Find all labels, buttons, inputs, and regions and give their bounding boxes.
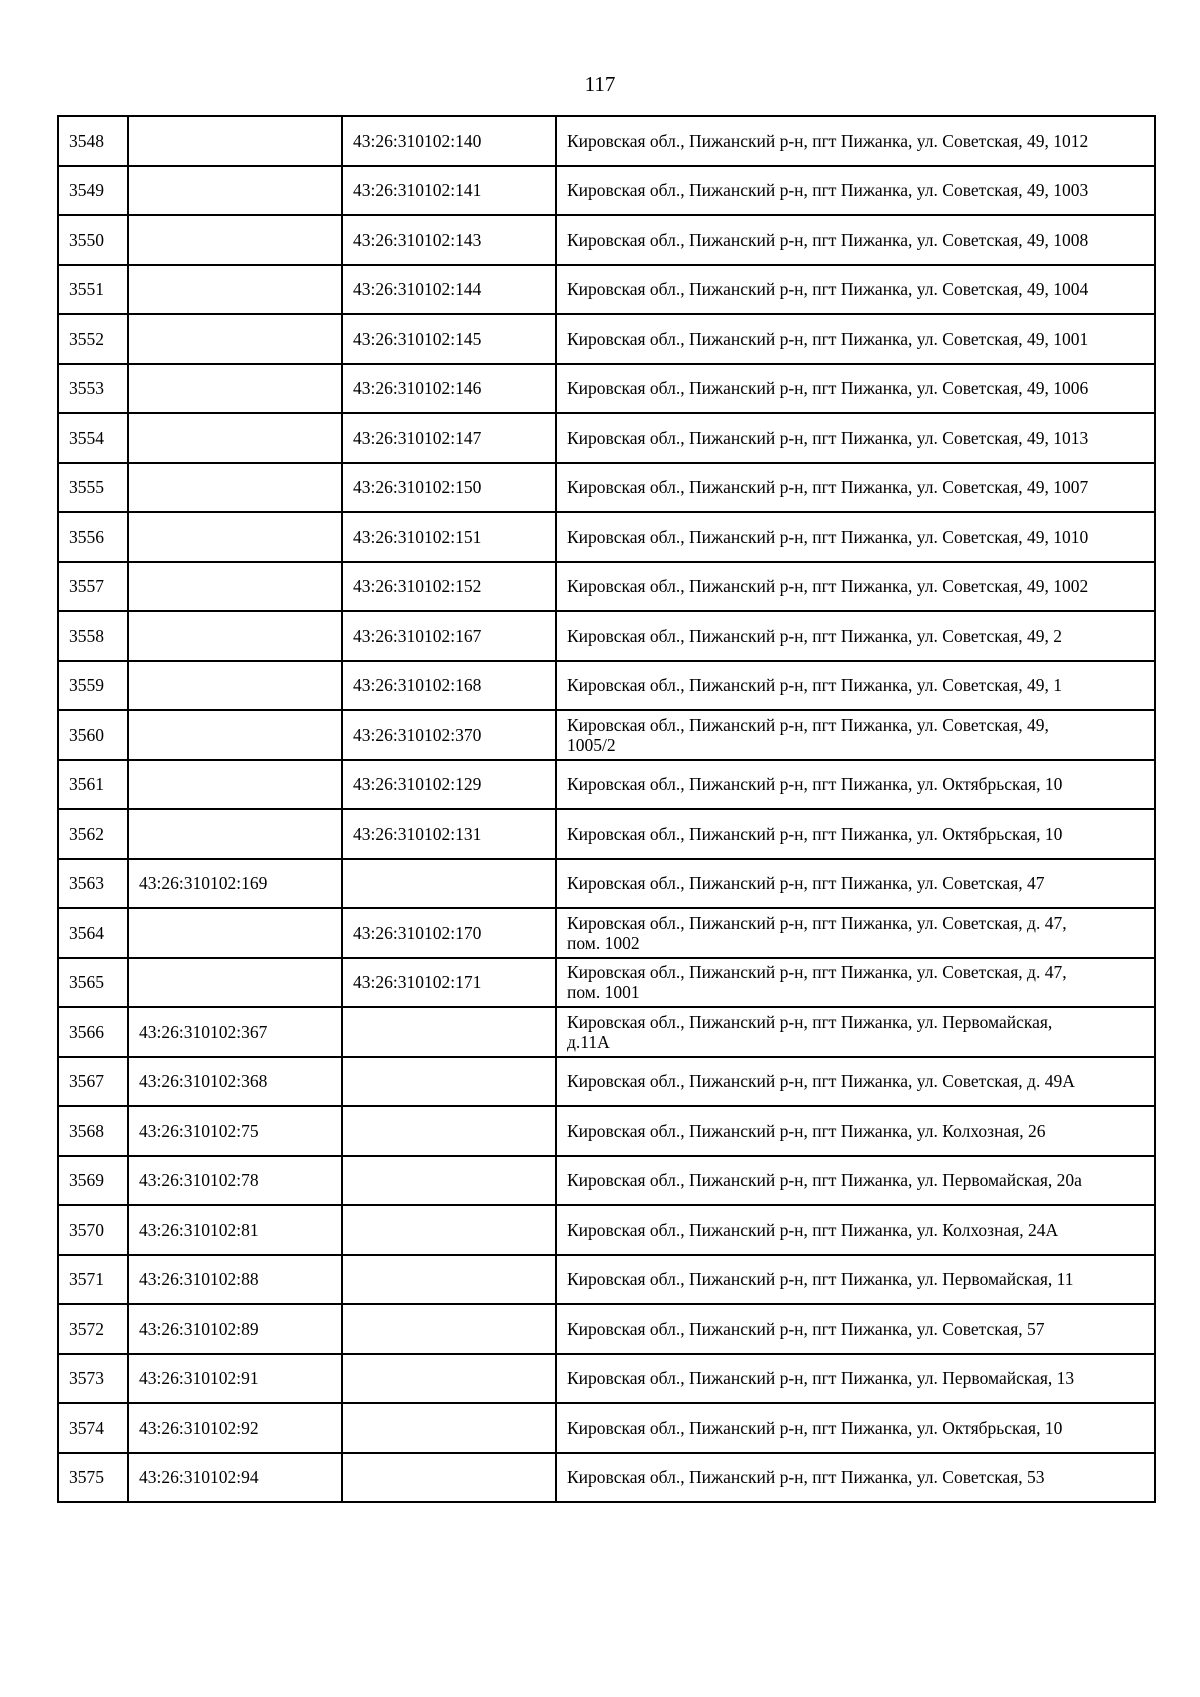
object-cadastral-number-cell xyxy=(342,1255,556,1305)
address-cell: Кировская обл., Пижанский р-н, пгт Пижанка, ул. Советская, 47 xyxy=(556,859,1155,909)
address-cell: Кировская обл., Пижанский р-н, пгт Пижанка, ул. Первомайская, д.11А xyxy=(556,1007,1155,1057)
parcel-cadastral-number-cell xyxy=(128,809,342,859)
row-number-cell: 3559 xyxy=(58,661,128,711)
object-cadastral-number-cell: 43:26:310102:146 xyxy=(342,364,556,414)
address-cell: Кировская обл., Пижанский р-н, пгт Пижанка, ул. Октябрьская, 10 xyxy=(556,809,1155,859)
table-row xyxy=(58,1453,1155,1503)
object-cadastral-number-cell: 43:26:310102:145 xyxy=(342,314,556,364)
table-row xyxy=(58,166,1155,216)
object-cadastral-number-cell: 43:26:310102:150 xyxy=(342,463,556,513)
address-cell: Кировская обл., Пижанский р-н, пгт Пижанка, ул. Советская, 49, 1012 xyxy=(556,116,1155,166)
parcel-cadastral-number-cell xyxy=(128,265,342,315)
address-cell: Кировская обл., Пижанский р-н, пгт Пижанка, ул. Советская, 49, 1004 xyxy=(556,265,1155,315)
parcel-cadastral-number-cell xyxy=(128,562,342,612)
parcel-cadastral-number-cell xyxy=(128,611,342,661)
address-cell: Кировская обл., Пижанский р-н, пгт Пижанка, ул. Советская, 49, 1010 xyxy=(556,512,1155,562)
parcel-cadastral-number-cell xyxy=(128,463,342,513)
address-cell: Кировская обл., Пижанский р-н, пгт Пижанка, ул. Советская, 49, 1008 xyxy=(556,215,1155,265)
parcel-cadastral-number-cell xyxy=(128,710,342,760)
row-number-cell: 3564 xyxy=(58,908,128,958)
row-number-cell: 3570 xyxy=(58,1205,128,1255)
table-row xyxy=(58,413,1155,463)
row-number-cell: 3567 xyxy=(58,1057,128,1107)
object-cadastral-number-cell: 43:26:310102:370 xyxy=(342,710,556,760)
parcel-cadastral-number-cell xyxy=(128,413,342,463)
table-row xyxy=(58,1106,1155,1156)
table-row xyxy=(58,1304,1155,1354)
row-number-cell: 3573 xyxy=(58,1354,128,1404)
row-number-cell: 3562 xyxy=(58,809,128,859)
row-number-cell: 3575 xyxy=(58,1453,128,1503)
address-cell: Кировская обл., Пижанский р-н, пгт Пижанка, ул. Советская, 53 xyxy=(556,1453,1155,1503)
object-cadastral-number-cell: 43:26:310102:151 xyxy=(342,512,556,562)
parcel-cadastral-number-cell: 43:26:310102:367 xyxy=(128,1007,342,1057)
parcel-cadastral-number-cell: 43:26:310102:88 xyxy=(128,1255,342,1305)
object-cadastral-number-cell: 43:26:310102:170 xyxy=(342,908,556,958)
row-number-cell: 3569 xyxy=(58,1156,128,1206)
table-row xyxy=(58,1156,1155,1206)
registry-table-body xyxy=(58,116,1155,1502)
address-cell: Кировская обл., Пижанский р-н, пгт Пижанка, ул. Советская, 49, 1002 xyxy=(556,562,1155,612)
table-row xyxy=(58,859,1155,909)
parcel-cadastral-number-cell: 43:26:310102:368 xyxy=(128,1057,342,1107)
table-row xyxy=(58,562,1155,612)
address-cell: Кировская обл., Пижанский р-н, пгт Пижанка, ул. Советская, д. 49А xyxy=(556,1057,1155,1107)
row-number-cell: 3566 xyxy=(58,1007,128,1057)
object-cadastral-number-cell xyxy=(342,859,556,909)
parcel-cadastral-number-cell xyxy=(128,116,342,166)
table-row xyxy=(58,1255,1155,1305)
address-cell: Кировская обл., Пижанский р-н, пгт Пижанка, ул. Первомайская, 20а xyxy=(556,1156,1155,1206)
row-number-cell: 3561 xyxy=(58,760,128,810)
parcel-cadastral-number-cell xyxy=(128,215,342,265)
row-number-cell: 3548 xyxy=(58,116,128,166)
row-number-cell: 3565 xyxy=(58,958,128,1008)
address-cell: Кировская обл., Пижанский р-н, пгт Пижанка, ул. Советская, 49, 2 xyxy=(556,611,1155,661)
object-cadastral-number-cell xyxy=(342,1057,556,1107)
parcel-cadastral-number-cell xyxy=(128,166,342,216)
object-cadastral-number-cell xyxy=(342,1007,556,1057)
table-row xyxy=(58,215,1155,265)
address-cell: Кировская обл., Пижанский р-н, пгт Пижанка, ул. Советская, 49, 1001 xyxy=(556,314,1155,364)
parcel-cadastral-number-cell: 43:26:310102:81 xyxy=(128,1205,342,1255)
registry-table xyxy=(57,115,1156,1503)
address-cell: Кировская обл., Пижанский р-н, пгт Пижанка, ул. Первомайская, 11 xyxy=(556,1255,1155,1305)
object-cadastral-number-cell: 43:26:310102:131 xyxy=(342,809,556,859)
table-row xyxy=(58,1205,1155,1255)
row-number-cell: 3558 xyxy=(58,611,128,661)
parcel-cadastral-number-cell xyxy=(128,661,342,711)
parcel-cadastral-number-cell xyxy=(128,958,342,1008)
object-cadastral-number-cell: 43:26:310102:168 xyxy=(342,661,556,711)
object-cadastral-number-cell: 43:26:310102:167 xyxy=(342,611,556,661)
parcel-cadastral-number-cell: 43:26:310102:91 xyxy=(128,1354,342,1404)
row-number-cell: 3550 xyxy=(58,215,128,265)
address-cell: Кировская обл., Пижанский р-н, пгт Пижанка, ул. Октябрьская, 10 xyxy=(556,760,1155,810)
row-number-cell: 3560 xyxy=(58,710,128,760)
address-cell: Кировская обл., Пижанский р-н, пгт Пижанка, ул. Советская, 57 xyxy=(556,1304,1155,1354)
object-cadastral-number-cell xyxy=(342,1354,556,1404)
address-cell: Кировская обл., Пижанский р-н, пгт Пижанка, ул. Советская, 49, 1013 xyxy=(556,413,1155,463)
row-number-cell: 3557 xyxy=(58,562,128,612)
table-row xyxy=(58,265,1155,315)
table-row xyxy=(58,710,1155,760)
parcel-cadastral-number-cell: 43:26:310102:89 xyxy=(128,1304,342,1354)
row-number-cell: 3574 xyxy=(58,1403,128,1453)
row-number-cell: 3555 xyxy=(58,463,128,513)
object-cadastral-number-cell: 43:26:310102:129 xyxy=(342,760,556,810)
table-row xyxy=(58,364,1155,414)
table-row xyxy=(58,1057,1155,1107)
table-row xyxy=(58,1354,1155,1404)
page-number: 117 xyxy=(584,72,616,96)
row-number-cell: 3556 xyxy=(58,512,128,562)
address-cell: Кировская обл., Пижанский р-н, пгт Пижанка, ул. Советская, д. 47, пом. 1002 xyxy=(556,908,1155,958)
parcel-cadastral-number-cell: 43:26:310102:94 xyxy=(128,1453,342,1503)
object-cadastral-number-cell xyxy=(342,1106,556,1156)
object-cadastral-number-cell: 43:26:310102:147 xyxy=(342,413,556,463)
address-cell: Кировская обл., Пижанский р-н, пгт Пижанка, ул. Советская, 49, 1 xyxy=(556,661,1155,711)
address-cell: Кировская обл., Пижанский р-н, пгт Пижанка, ул. Колхозная, 26 xyxy=(556,1106,1155,1156)
parcel-cadastral-number-cell xyxy=(128,908,342,958)
object-cadastral-number-cell xyxy=(342,1453,556,1503)
object-cadastral-number-cell xyxy=(342,1304,556,1354)
address-cell: Кировская обл., Пижанский р-н, пгт Пижанка, ул. Советская, 49, 1006 xyxy=(556,364,1155,414)
table-row xyxy=(58,1007,1155,1057)
table-row xyxy=(58,661,1155,711)
object-cadastral-number-cell: 43:26:310102:171 xyxy=(342,958,556,1008)
parcel-cadastral-number-cell: 43:26:310102:169 xyxy=(128,859,342,909)
object-cadastral-number-cell: 43:26:310102:140 xyxy=(342,116,556,166)
parcel-cadastral-number-cell: 43:26:310102:78 xyxy=(128,1156,342,1206)
table-row xyxy=(58,512,1155,562)
table-row xyxy=(58,314,1155,364)
table-row xyxy=(58,611,1155,661)
row-number-cell: 3551 xyxy=(58,265,128,315)
row-number-cell: 3553 xyxy=(58,364,128,414)
address-cell: Кировская обл., Пижанский р-н, пгт Пижанка, ул. Первомайская, 13 xyxy=(556,1354,1155,1404)
row-number-cell: 3571 xyxy=(58,1255,128,1305)
parcel-cadastral-number-cell xyxy=(128,512,342,562)
object-cadastral-number-cell xyxy=(342,1403,556,1453)
parcel-cadastral-number-cell xyxy=(128,314,342,364)
address-cell: Кировская обл., Пижанский р-н, пгт Пижанка, ул. Советская, 49, 1003 xyxy=(556,166,1155,216)
table-row xyxy=(58,809,1155,859)
address-cell: Кировская обл., Пижанский р-н, пгт Пижанка, ул. Советская, д. 47, пом. 1001 xyxy=(556,958,1155,1008)
address-cell: Кировская обл., Пижанский р-н, пгт Пижанка, ул. Октябрьская, 10 xyxy=(556,1403,1155,1453)
address-cell: Кировская обл., Пижанский р-н, пгт Пижанка, ул. Советская, 49, 1007 xyxy=(556,463,1155,513)
object-cadastral-number-cell: 43:26:310102:152 xyxy=(342,562,556,612)
row-number-cell: 3568 xyxy=(58,1106,128,1156)
object-cadastral-number-cell xyxy=(342,1156,556,1206)
object-cadastral-number-cell: 43:26:310102:144 xyxy=(342,265,556,315)
address-cell: Кировская обл., Пижанский р-н, пгт Пижанка, ул. Советская, 49, 1005/2 xyxy=(556,710,1155,760)
row-number-cell: 3552 xyxy=(58,314,128,364)
row-number-cell: 3549 xyxy=(58,166,128,216)
table-row xyxy=(58,1403,1155,1453)
table-row xyxy=(58,908,1155,958)
object-cadastral-number-cell: 43:26:310102:143 xyxy=(342,215,556,265)
parcel-cadastral-number-cell: 43:26:310102:75 xyxy=(128,1106,342,1156)
address-cell: Кировская обл., Пижанский р-н, пгт Пижанка, ул. Колхозная, 24А xyxy=(556,1205,1155,1255)
parcel-cadastral-number-cell xyxy=(128,364,342,414)
table-row xyxy=(58,958,1155,1008)
table-row xyxy=(58,760,1155,810)
row-number-cell: 3572 xyxy=(58,1304,128,1354)
parcel-cadastral-number-cell: 43:26:310102:92 xyxy=(128,1403,342,1453)
table-row xyxy=(58,463,1155,513)
row-number-cell: 3563 xyxy=(58,859,128,909)
row-number-cell: 3554 xyxy=(58,413,128,463)
parcel-cadastral-number-cell xyxy=(128,760,342,810)
object-cadastral-number-cell: 43:26:310102:141 xyxy=(342,166,556,216)
table-row xyxy=(58,116,1155,166)
object-cadastral-number-cell xyxy=(342,1205,556,1255)
